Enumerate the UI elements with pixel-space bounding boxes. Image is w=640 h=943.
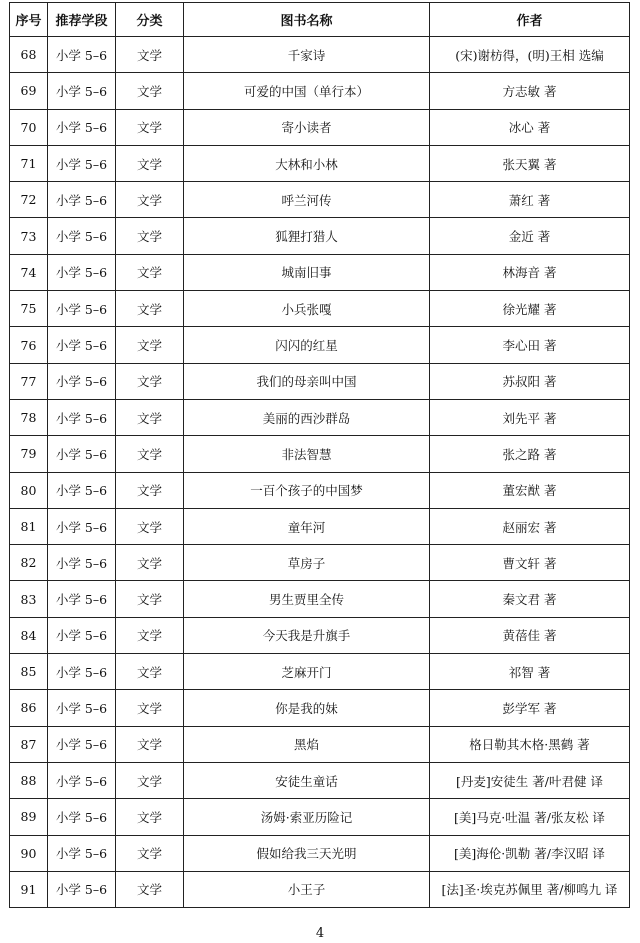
table-row: [10, 654, 630, 690]
cell-author: 张之路 著: [430, 436, 630, 472]
table-row: [10, 37, 630, 73]
book-list-table: [9, 2, 630, 908]
cell-number: 73: [10, 218, 48, 254]
cell-category: 文学: [116, 399, 184, 435]
cell-author: 赵丽宏 著: [430, 508, 630, 544]
cell-number: 82: [10, 545, 48, 581]
header-author: 作者: [430, 3, 630, 37]
table-header-row: [10, 3, 630, 37]
table-row: [10, 581, 630, 617]
header-category: 分类: [116, 3, 184, 37]
cell-stage: 小学 5–6: [48, 871, 116, 907]
cell-category: 文学: [116, 472, 184, 508]
cell-category: 文学: [116, 654, 184, 690]
cell-number: 75: [10, 291, 48, 327]
cell-category: 文学: [116, 327, 184, 363]
cell-category: 文学: [116, 545, 184, 581]
cell-author: 李心田 著: [430, 327, 630, 363]
cell-number: 69: [10, 73, 48, 109]
cell-number: 84: [10, 617, 48, 653]
cell-number: 81: [10, 508, 48, 544]
table-body: [10, 37, 630, 908]
table-row: [10, 799, 630, 835]
table-row: [10, 545, 630, 581]
cell-author: [美]海伦·凯勒 著/李汉昭 译: [430, 835, 630, 871]
cell-number: 87: [10, 726, 48, 762]
cell-stage: 小学 5–6: [48, 762, 116, 798]
cell-author: [美]马克·吐温 著/张友松 译: [430, 799, 630, 835]
cell-category: 文学: [116, 799, 184, 835]
cell-stage: 小学 5–6: [48, 654, 116, 690]
cell-author: [丹麦]安徒生 著/叶君健 译: [430, 762, 630, 798]
table-row: [10, 182, 630, 218]
cell-stage: 小学 5–6: [48, 218, 116, 254]
cell-title: 美丽的西沙群岛: [184, 399, 430, 435]
cell-stage: 小学 5–6: [48, 37, 116, 73]
cell-author: [法]圣·埃克苏佩里 著/柳鸣九 译: [430, 871, 630, 907]
cell-author: 张天翼 著: [430, 145, 630, 181]
cell-title: 一百个孩子的中国梦: [184, 472, 430, 508]
cell-stage: 小学 5–6: [48, 327, 116, 363]
cell-title: 芝麻开门: [184, 654, 430, 690]
cell-stage: 小学 5–6: [48, 291, 116, 327]
cell-stage: 小学 5–6: [48, 399, 116, 435]
table-row: [10, 871, 630, 907]
cell-author: 刘先平 著: [430, 399, 630, 435]
cell-title: 今天我是升旗手: [184, 617, 430, 653]
cell-author: 秦文君 著: [430, 581, 630, 617]
cell-number: 89: [10, 799, 48, 835]
cell-author: 林海音 著: [430, 254, 630, 290]
cell-title: 呼兰河传: [184, 182, 430, 218]
cell-category: 文学: [116, 363, 184, 399]
cell-author: 董宏猷 著: [430, 472, 630, 508]
cell-title: 狐狸打猎人: [184, 218, 430, 254]
cell-stage: 小学 5–6: [48, 73, 116, 109]
cell-number: 78: [10, 399, 48, 435]
table-row: [10, 472, 630, 508]
cell-author: 黄蓓佳 著: [430, 617, 630, 653]
cell-title: 小兵张嘎: [184, 291, 430, 327]
cell-category: 文学: [116, 871, 184, 907]
cell-number: 74: [10, 254, 48, 290]
header-number: 序号: [10, 3, 48, 37]
table-row: [10, 762, 630, 798]
cell-author: 祁智 著: [430, 654, 630, 690]
cell-number: 77: [10, 363, 48, 399]
table-row: [10, 436, 630, 472]
cell-number: 70: [10, 109, 48, 145]
cell-author: (宋)谢枋得，(明)王相 选编: [430, 37, 630, 73]
table-row: [10, 399, 630, 435]
cell-number: 76: [10, 327, 48, 363]
cell-title: 黑焰: [184, 726, 430, 762]
table-row: [10, 508, 630, 544]
table-row: [10, 254, 630, 290]
cell-number: 80: [10, 472, 48, 508]
cell-number: 91: [10, 871, 48, 907]
cell-stage: 小学 5–6: [48, 363, 116, 399]
cell-title: 可爱的中国（单行本）: [184, 73, 430, 109]
cell-title: 汤姆·索亚历险记: [184, 799, 430, 835]
header-title: 图书名称: [184, 3, 430, 37]
cell-number: 86: [10, 690, 48, 726]
cell-stage: 小学 5–6: [48, 472, 116, 508]
cell-number: 85: [10, 654, 48, 690]
cell-category: 文学: [116, 508, 184, 544]
cell-author: 彭学军 著: [430, 690, 630, 726]
cell-number: 90: [10, 835, 48, 871]
cell-category: 文学: [116, 581, 184, 617]
cell-number: 68: [10, 37, 48, 73]
cell-stage: 小学 5–6: [48, 799, 116, 835]
cell-stage: 小学 5–6: [48, 726, 116, 762]
cell-category: 文学: [116, 690, 184, 726]
cell-category: 文学: [116, 182, 184, 218]
cell-title: 假如给我三天光明: [184, 835, 430, 871]
cell-number: 72: [10, 182, 48, 218]
cell-title: 童年河: [184, 508, 430, 544]
cell-stage: 小学 5–6: [48, 436, 116, 472]
cell-author: 金近 著: [430, 218, 630, 254]
cell-stage: 小学 5–6: [48, 145, 116, 181]
cell-author: 徐光耀 著: [430, 291, 630, 327]
cell-title: 大林和小林: [184, 145, 430, 181]
page-number: 4: [315, 926, 325, 941]
cell-stage: 小学 5–6: [48, 254, 116, 290]
cell-stage: 小学 5–6: [48, 835, 116, 871]
cell-title: 我们的母亲叫中国: [184, 363, 430, 399]
cell-category: 文学: [116, 726, 184, 762]
table-row: [10, 617, 630, 653]
cell-stage: 小学 5–6: [48, 581, 116, 617]
table-row: [10, 145, 630, 181]
cell-title: 闪闪的红星: [184, 327, 430, 363]
table-row: [10, 363, 630, 399]
table-row: [10, 73, 630, 109]
cell-title: 非法智慧: [184, 436, 430, 472]
cell-stage: 小学 5–6: [48, 617, 116, 653]
cell-author: 曹文轩 著: [430, 545, 630, 581]
cell-title: 寄小读者: [184, 109, 430, 145]
cell-author: 冰心 著: [430, 109, 630, 145]
cell-stage: 小学 5–6: [48, 182, 116, 218]
cell-number: 71: [10, 145, 48, 181]
header-stage: 推荐学段: [48, 3, 116, 37]
cell-author: 方志敏 著: [430, 73, 630, 109]
cell-category: 文学: [116, 436, 184, 472]
cell-stage: 小学 5–6: [48, 508, 116, 544]
cell-category: 文学: [116, 218, 184, 254]
cell-title: 千家诗: [184, 37, 430, 73]
cell-title: 男生贾里全传: [184, 581, 430, 617]
cell-category: 文学: [116, 835, 184, 871]
cell-title: 城南旧事: [184, 254, 430, 290]
cell-stage: 小学 5–6: [48, 545, 116, 581]
cell-category: 文学: [116, 73, 184, 109]
table-row: [10, 835, 630, 871]
cell-number: 83: [10, 581, 48, 617]
table-row: [10, 690, 630, 726]
cell-author: 苏叔阳 著: [430, 363, 630, 399]
cell-category: 文学: [116, 617, 184, 653]
cell-stage: 小学 5–6: [48, 690, 116, 726]
cell-title: 小王子: [184, 871, 430, 907]
table-row: [10, 218, 630, 254]
cell-number: 88: [10, 762, 48, 798]
table-row: [10, 327, 630, 363]
cell-title: 安徒生童话: [184, 762, 430, 798]
cell-title: 草房子: [184, 545, 430, 581]
cell-category: 文学: [116, 37, 184, 73]
cell-category: 文学: [116, 254, 184, 290]
cell-category: 文学: [116, 145, 184, 181]
cell-stage: 小学 5–6: [48, 109, 116, 145]
cell-title: 你是我的妹: [184, 690, 430, 726]
table-row: [10, 109, 630, 145]
table-row: [10, 726, 630, 762]
cell-author: 萧红 著: [430, 182, 630, 218]
cell-author: 格日勒其木格·黑鹤 著: [430, 726, 630, 762]
table-row: [10, 291, 630, 327]
cell-category: 文学: [116, 762, 184, 798]
cell-category: 文学: [116, 109, 184, 145]
cell-category: 文学: [116, 291, 184, 327]
cell-number: 79: [10, 436, 48, 472]
